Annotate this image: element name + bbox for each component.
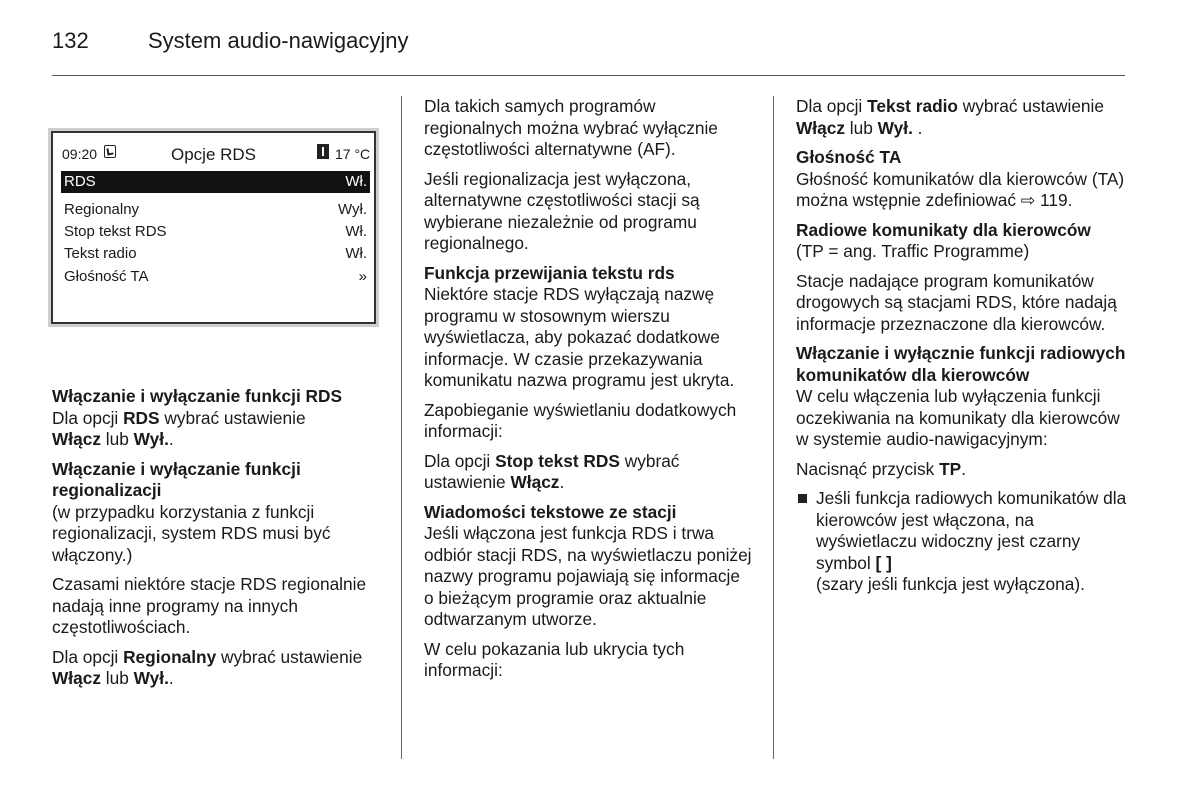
display-temperature: 17 °C: [335, 146, 371, 162]
heading-regionalizacja: Włączanie i wyłączanie funkcji regionalizacji: [52, 458, 301, 500]
bold-term: Włącz: [796, 117, 845, 138]
text: wybrać ustawienie: [958, 96, 1104, 116]
bold-term: Włącz: [510, 472, 560, 492]
section-regionalizacja: [52, 459, 382, 567]
bold-term: Wył.: [133, 429, 169, 449]
tp-symbol: [ ]: [875, 552, 892, 573]
page-header: [52, 28, 408, 54]
page-number: 132: [52, 28, 89, 53]
paragraph: Jeśli włączona jest funkcja RDS i trwa odbiór stacji RDS, na wyświetlaczu poniżej nazwy programu pojawiają się informacje o bieżącym programie oraz aktualnie odtwarzanym utworze.: [424, 523, 752, 629]
menu-row-value: Wł.: [345, 173, 367, 190]
menu-row-value: Wł.: [345, 223, 367, 240]
menu-row-tekst-radio: [61, 243, 370, 265]
text: wybrać ustawienie: [424, 450, 680, 492]
display-title: Opcje RDS: [170, 145, 257, 164]
paragraph: [796, 169, 1136, 212]
paragraph: Czasami niektóre stacje RDS regionalnie nadają inne programy na innych częstotliwościach.: [52, 574, 367, 637]
menu-row-label: Regionalny: [64, 201, 140, 218]
heading-tp-toggle: Włączanie i wyłącznie funkcji radiowych komunikatów dla kierowców: [796, 343, 1126, 385]
paragraph: W celu pokazania lub ukrycia tych informacji:: [424, 638, 685, 680]
paragraph: [424, 451, 754, 494]
bold-term: Tekst radio: [867, 96, 958, 116]
paragraph: [796, 96, 1136, 139]
text: Dla opcji: [424, 450, 496, 471]
text: Nacisnąć przycisk: [796, 458, 940, 479]
display-status-bar: [53, 133, 374, 167]
section-wiadomosci: [424, 502, 754, 631]
menu-row-regionalny: [61, 199, 370, 221]
list-item: [796, 488, 1136, 596]
text: Dla opcji: [52, 646, 124, 667]
column-divider-1: [401, 96, 402, 759]
text: .: [559, 472, 565, 492]
chevron-right-icon: »: [358, 268, 367, 285]
heading-wiadomosci: Wiadomości tekstowe ze stacji: [424, 501, 677, 522]
section-glosnosc-ta: [796, 147, 1136, 212]
paragraph: Jeśli regionalizacja jest wyłączona, alternatywne częstotliwości stacji są wybierane niezależnie od programu regionalnego.: [424, 168, 700, 253]
column-2: [424, 96, 754, 690]
paragraph: [796, 459, 1136, 481]
heading-tp: Radiowe komunikaty dla kierowców: [796, 219, 1091, 240]
text: lub: [100, 429, 134, 449]
text: lub: [100, 668, 134, 688]
menu-row-stop-tekst-rds: [61, 221, 370, 243]
heading-rds: Włączanie i wyłączanie funkcji RDS: [52, 386, 343, 406]
menu-row-label: Głośność TA: [64, 268, 149, 285]
text: Dla opcji: [796, 96, 868, 116]
menu-row-glosnosc-ta: [61, 266, 370, 288]
paragraph: Stacje nadające program komunikatów drogowych są stacjami RDS, które nadają informacje przeznaczone dla kierowców.: [796, 270, 1117, 334]
thermometer-icon: [317, 144, 329, 159]
menu-row-value: Wył.: [337, 201, 367, 218]
paragraph: W celu włączenia lub wyłączenia funkcji oczekiwania na komunikaty dla kierowców w systemie audio-nawigacyjnym:: [796, 386, 1120, 449]
text: Jeśli funkcja radiowych komunikatów dla kierowców jest włączona, na wyświetlaczu widoczny jest czarny symbol: [816, 488, 1127, 573]
text: .: [912, 117, 923, 138]
section-tp-toggle: [796, 343, 1136, 451]
bold-term: Włącz: [52, 429, 101, 449]
column-divider-2: [773, 96, 774, 759]
text: wybrać ustawienie: [216, 646, 363, 667]
heading-glosnosc-ta: Głośność TA: [796, 147, 902, 167]
paragraph: Dla takich samych programów regionalnych można wybrać wyłącznie częstotliwości alternatywne (AF).: [424, 96, 718, 159]
section-tp: [796, 220, 1136, 263]
bold-term: Regionalny: [123, 646, 217, 667]
display-screenshot: [51, 131, 376, 324]
page-reference: ⇨ 119.: [1020, 190, 1073, 210]
paragraph: [52, 408, 382, 451]
text: .: [168, 668, 174, 688]
bold-term: Wył.: [877, 117, 913, 138]
paragraph: (w przypadku korzystania z funkcji regionalizacji, system RDS musi być włączony.): [52, 501, 331, 565]
display-time: 09:20: [62, 146, 98, 162]
paragraph: [52, 647, 382, 690]
paragraph: (TP = ang. Traffic Programme): [796, 241, 1030, 261]
bold-term: Włącz: [52, 668, 101, 688]
bold-term: RDS: [123, 407, 160, 428]
column-1: [52, 386, 382, 698]
text: (szary jeśli funkcja jest wyłączona).: [816, 574, 1085, 594]
chapter-title: System audio-nawigacyjny: [148, 28, 409, 53]
text: .: [961, 458, 966, 479]
bold-term: TP: [939, 458, 962, 479]
paragraph: Zapobieganie wyświetlaniu dodatkowych informacji:: [424, 399, 737, 441]
section-rds: [52, 386, 382, 451]
column-3: [796, 96, 1136, 596]
menu-row-label: Tekst radio: [64, 245, 137, 262]
text: Dla opcji: [52, 407, 124, 428]
section-przewijanie: [424, 263, 754, 392]
text: wybrać ustawienie: [159, 407, 306, 428]
menu-row-rds: [61, 171, 370, 193]
header-divider: [52, 75, 1125, 76]
text: Głośność komunikatów dla kierowców (TA) można wstępnie zdefiniować: [796, 168, 1125, 210]
menu-row-value: Wł.: [345, 245, 367, 262]
text: .: [168, 429, 174, 449]
bold-term: Wył.: [133, 668, 169, 688]
bold-term: Stop tekst RDS: [495, 450, 620, 471]
menu-row-label: Stop tekst RDS: [64, 223, 167, 240]
text: lub: [844, 117, 878, 138]
paragraph: Niektóre stacje RDS wyłączają nazwę programu w stosownym wierszu wyświetlacza, aby pokazać dodatkowe informacje. W czasie przekazywania komunikatu nazwa programu jest ukryta.: [424, 284, 735, 390]
menu-row-label: RDS: [64, 173, 96, 190]
heading-przewijanie: Funkcja przewijania tekstu rds: [424, 262, 675, 283]
bullet-icon: [798, 494, 807, 503]
